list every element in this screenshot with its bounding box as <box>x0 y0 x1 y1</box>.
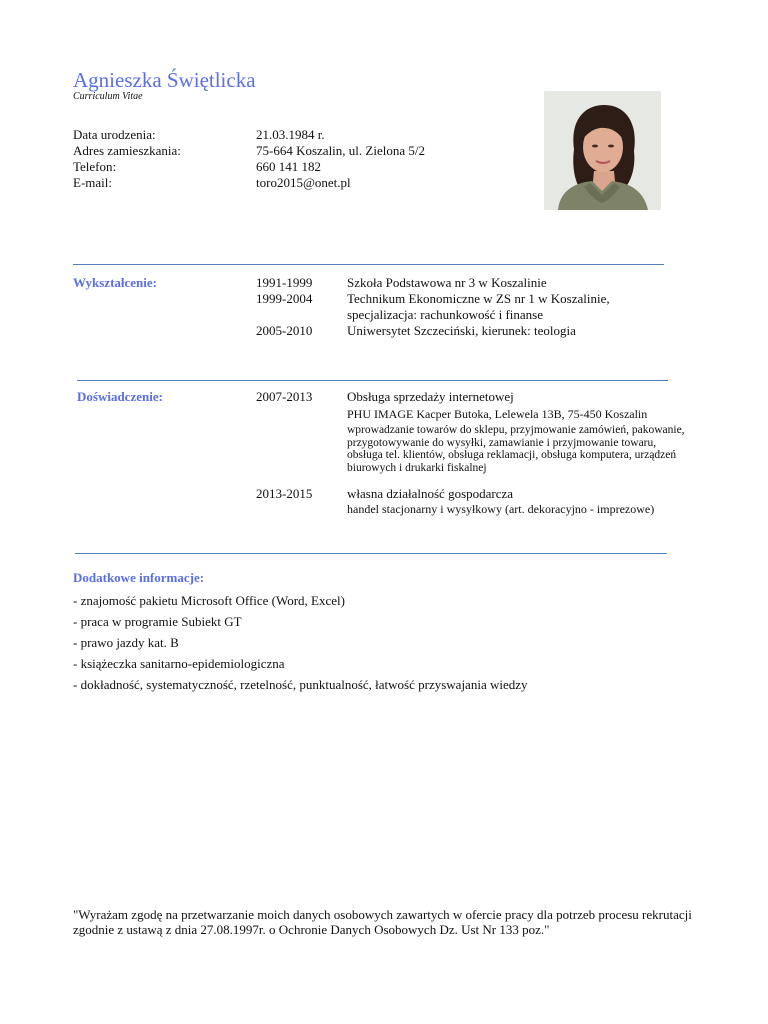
profile-photo <box>544 91 661 210</box>
description-line: wprowadzanie towarów do sklepu, przyjmowanie zamówień, pakowanie, <box>347 424 685 436</box>
experience-years: 2013-2015 <box>256 486 313 501</box>
list-item: - dokładność, systematyczność, rzetelność, punktualność, łatwość przyswajania wiedzy <box>73 677 528 692</box>
personal-value: 660 141 182 <box>256 159 321 174</box>
education-school: Uniwersytet Szczeciński, kierunek: teologia <box>347 323 576 338</box>
education-school: Technikum Ekonomiczne w ZS nr 1 w Koszalinie, <box>347 291 610 306</box>
consent-line: zgodnie z ustawą z dnia 27.08.1997r. o Ochronie Danych Osobowych Dz. Ust Nr 133 poz." <box>73 922 550 937</box>
personal-row-address <box>73 143 425 159</box>
description-line: obsługa tel. klientów, obsługa reklamacji, obsługa komputera, urządzeń <box>347 449 677 461</box>
consent-line: "Wyrażam zgodę na przetwarzanie moich danych osobowych zawartych w ofercie pracy dla potrzeb procesu rekrutacji <box>73 907 692 922</box>
personal-row-phone <box>73 159 425 175</box>
experience-company: handel stacjonarny i wysyłkowy (art. dekoracyjno - imprezowe) <box>347 502 655 516</box>
document-subtitle: Curriculum Vitae <box>73 91 143 102</box>
personal-row-email <box>73 175 425 191</box>
experience-position: własna działalność gospodarcza <box>347 486 514 501</box>
data-processing-consent <box>73 907 695 937</box>
education-school: Szkoła Podstawowa nr 3 w Koszalinie <box>347 275 547 290</box>
portrait-illustration <box>544 91 661 210</box>
list-item: - praca w programie Subiekt GT <box>73 614 242 629</box>
candidate-name: Agnieszka Świętlicka <box>73 68 256 92</box>
personal-label: Adres zamieszkania: <box>73 143 181 158</box>
education-years: 2005-2010 <box>256 323 313 338</box>
personal-value: 75-664 Koszalin, ul. Zielona 5/2 <box>256 143 425 158</box>
personal-value: toro2015@onet.pl <box>256 175 351 190</box>
list-item: - znajomość pakietu Microsoft Office (Word, Excel) <box>73 593 345 608</box>
education-years: 1999-2004 <box>256 291 313 306</box>
experience-years: 2007-2013 <box>256 389 313 404</box>
section-title-experience: Doświadczenie: <box>77 389 163 404</box>
personal-info <box>73 127 425 191</box>
experience-position: Obsługa sprzedaży internetowej <box>347 389 514 404</box>
divider-additional <box>75 553 667 554</box>
description-line: przygotowywanie do wysyłki, zamawianie i przyjmowanie towaru, <box>347 436 657 449</box>
personal-label: Data urodzenia: <box>73 127 156 142</box>
section-title-additional: Dodatkowe informacje: <box>73 570 205 585</box>
divider-education <box>73 264 664 265</box>
list-item: - książeczka sanitarno-epidemiologiczna <box>73 656 285 671</box>
personal-row-birthdate <box>73 127 425 143</box>
list-item: - prawo jazdy kat. B <box>73 635 179 650</box>
education-years: 1991-1999 <box>256 275 313 290</box>
divider-experience <box>77 380 668 381</box>
experience-company: PHU IMAGE Kacper Butoka, Lelewela 13B, 75-450 Koszalin <box>347 407 648 421</box>
personal-label: E-mail: <box>73 175 112 190</box>
personal-label: Telefon: <box>73 159 117 174</box>
education-specialization: specjalizacja: rachunkowość i finanse <box>347 307 543 322</box>
personal-value: 21.03.1984 r. <box>256 127 325 142</box>
section-title-education: Wykształcenie: <box>73 275 157 290</box>
experience-description <box>347 424 685 474</box>
description-line: biurowych i drukarki fiskalnej <box>347 461 487 474</box>
